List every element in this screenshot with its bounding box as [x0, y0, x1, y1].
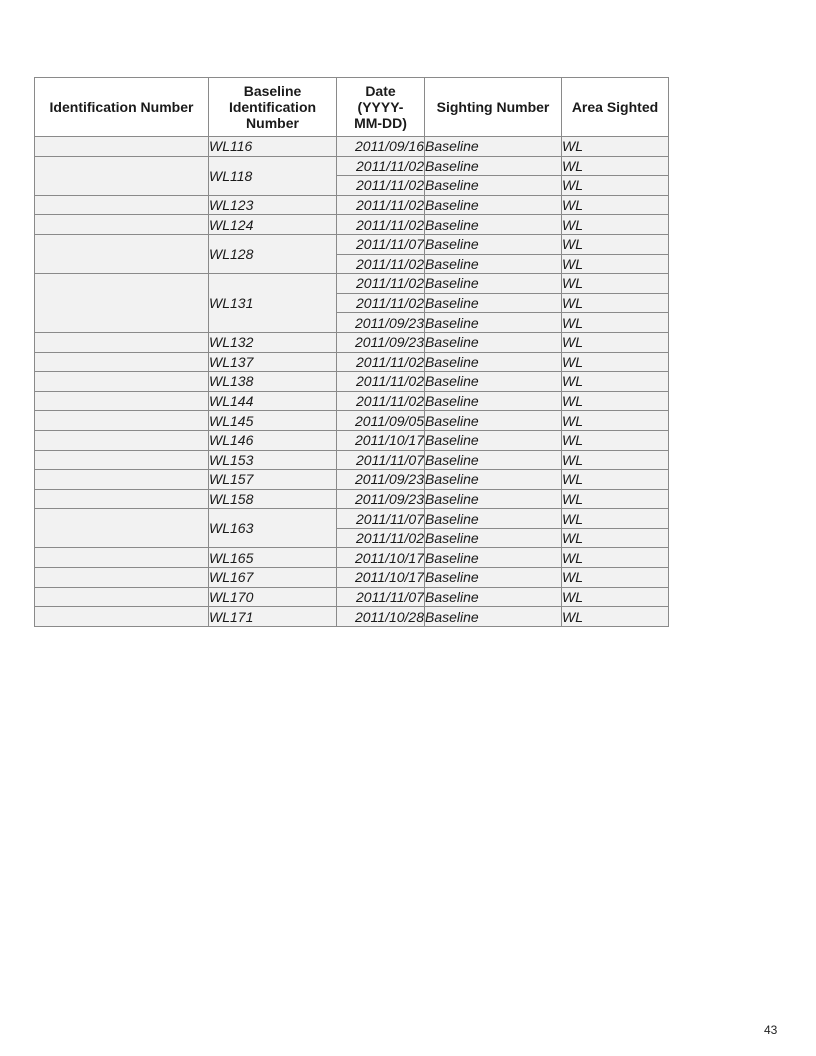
identification-number-cell	[35, 568, 209, 588]
table-row	[35, 470, 669, 490]
date-cell: 2011/11/07	[337, 450, 425, 470]
date-cell: 2011/10/28	[337, 607, 425, 627]
baseline-id-cell: WL123	[209, 195, 337, 215]
baseline-id-cell: WL158	[209, 489, 337, 509]
identification-number-cell	[35, 274, 209, 333]
sighting-number-cell: Baseline	[425, 372, 562, 392]
baseline-id-cell: WL144	[209, 391, 337, 411]
table-row	[35, 137, 669, 157]
sighting-number-cell: Baseline	[425, 137, 562, 157]
table-row	[35, 587, 669, 607]
date-cell: 2011/11/07	[337, 509, 425, 529]
sighting-number-cell: Baseline	[425, 528, 562, 548]
date-cell: 2011/11/02	[337, 254, 425, 274]
sighting-number-cell: Baseline	[425, 215, 562, 235]
identification-number-cell	[35, 391, 209, 411]
area-sighted-cell: WL	[562, 215, 669, 235]
sighting-number-cell: Baseline	[425, 489, 562, 509]
identification-number-cell	[35, 215, 209, 235]
date-cell: 2011/11/02	[337, 352, 425, 372]
sighting-number-cell: Baseline	[425, 568, 562, 588]
date-cell: 2011/09/23	[337, 489, 425, 509]
identification-number-cell	[35, 548, 209, 568]
sighting-number-cell: Baseline	[425, 509, 562, 529]
identification-number-cell	[35, 430, 209, 450]
baseline-id-cell: WL124	[209, 215, 337, 235]
area-sighted-cell: WL	[562, 156, 669, 176]
baseline-id-cell: WL146	[209, 430, 337, 450]
baseline-id-cell: WL145	[209, 411, 337, 431]
header-baseline-identification-number-label: Baseline Identification Number	[228, 83, 317, 131]
header-date	[337, 78, 425, 137]
baseline-id-cell: WL165	[209, 548, 337, 568]
date-cell: 2011/11/07	[337, 587, 425, 607]
area-sighted-cell: WL	[562, 607, 669, 627]
table-row	[35, 234, 669, 254]
baseline-id-cell: WL171	[209, 607, 337, 627]
identification-number-cell	[35, 450, 209, 470]
sighting-number-cell: Baseline	[425, 450, 562, 470]
area-sighted-cell: WL	[562, 254, 669, 274]
baseline-id-cell: WL128	[209, 234, 337, 273]
sighting-number-cell: Baseline	[425, 411, 562, 431]
identification-number-cell	[35, 195, 209, 215]
date-cell: 2011/09/23	[337, 332, 425, 352]
baseline-id-cell: WL153	[209, 450, 337, 470]
sighting-number-cell: Baseline	[425, 391, 562, 411]
table-row	[35, 430, 669, 450]
area-sighted-cell: WL	[562, 528, 669, 548]
table-body	[35, 137, 669, 627]
table-row	[35, 509, 669, 529]
area-sighted-cell: WL	[562, 332, 669, 352]
area-sighted-cell: WL	[562, 352, 669, 372]
date-cell: 2011/10/17	[337, 548, 425, 568]
header-baseline-identification-number	[209, 78, 337, 137]
table-row	[35, 332, 669, 352]
header-row	[35, 78, 669, 137]
table-row	[35, 607, 669, 627]
baseline-id-cell: WL163	[209, 509, 337, 548]
table-row	[35, 215, 669, 235]
area-sighted-cell: WL	[562, 411, 669, 431]
area-sighted-cell: WL	[562, 509, 669, 529]
sighting-number-cell: Baseline	[425, 195, 562, 215]
baseline-id-cell: WL138	[209, 372, 337, 392]
sighting-number-cell: Baseline	[425, 176, 562, 196]
baseline-id-cell: WL170	[209, 587, 337, 607]
identification-number-cell	[35, 470, 209, 490]
date-cell: 2011/10/17	[337, 568, 425, 588]
header-date-label: Date (YYYY-MM-DD)	[354, 83, 407, 131]
baseline-id-cell: WL157	[209, 470, 337, 490]
table-row	[35, 411, 669, 431]
area-sighted-cell: WL	[562, 274, 669, 294]
date-cell: 2011/11/02	[337, 274, 425, 294]
baseline-id-cell: WL118	[209, 156, 337, 195]
date-cell: 2011/10/17	[337, 430, 425, 450]
identification-number-cell	[35, 156, 209, 195]
area-sighted-cell: WL	[562, 176, 669, 196]
area-sighted-cell: WL	[562, 313, 669, 333]
area-sighted-cell: WL	[562, 372, 669, 392]
table-row	[35, 489, 669, 509]
area-sighted-cell: WL	[562, 430, 669, 450]
area-sighted-cell: WL	[562, 137, 669, 157]
sighting-number-cell: Baseline	[425, 430, 562, 450]
sighting-number-cell: Baseline	[425, 548, 562, 568]
table-header	[35, 78, 669, 137]
identification-number-cell	[35, 234, 209, 273]
baseline-id-cell: WL137	[209, 352, 337, 372]
header-sighting-number: Sighting Number	[425, 78, 562, 137]
baseline-id-cell: WL116	[209, 137, 337, 157]
date-cell: 2011/11/02	[337, 195, 425, 215]
area-sighted-cell: WL	[562, 195, 669, 215]
date-cell: 2011/09/05	[337, 411, 425, 431]
page-number: 43	[764, 1023, 778, 1037]
date-cell: 2011/11/02	[337, 215, 425, 235]
header-identification-number: Identification Number	[35, 78, 209, 137]
sighting-number-cell: Baseline	[425, 470, 562, 490]
table-row	[35, 156, 669, 176]
area-sighted-cell: WL	[562, 234, 669, 254]
identification-number-cell	[35, 489, 209, 509]
area-sighted-cell: WL	[562, 587, 669, 607]
date-cell: 2011/11/02	[337, 528, 425, 548]
identification-number-cell	[35, 607, 209, 627]
area-sighted-cell: WL	[562, 450, 669, 470]
identification-number-cell	[35, 587, 209, 607]
table-row	[35, 450, 669, 470]
table-row	[35, 568, 669, 588]
date-cell: 2011/11/07	[337, 234, 425, 254]
sighting-number-cell: Baseline	[425, 293, 562, 313]
table-row	[35, 372, 669, 392]
area-sighted-cell: WL	[562, 548, 669, 568]
sighting-number-cell: Baseline	[425, 587, 562, 607]
sighting-number-cell: Baseline	[425, 156, 562, 176]
table-row	[35, 274, 669, 294]
date-cell: 2011/09/16	[337, 137, 425, 157]
identification-number-cell	[35, 352, 209, 372]
date-cell: 2011/09/23	[337, 470, 425, 490]
sighting-number-cell: Baseline	[425, 352, 562, 372]
area-sighted-cell: WL	[562, 470, 669, 490]
area-sighted-cell: WL	[562, 489, 669, 509]
header-area-sighted: Area Sighted	[562, 78, 669, 137]
sighting-number-cell: Baseline	[425, 313, 562, 333]
date-cell: 2011/11/02	[337, 372, 425, 392]
sighting-number-cell: Baseline	[425, 254, 562, 274]
sighting-number-cell: Baseline	[425, 332, 562, 352]
table-row	[35, 391, 669, 411]
identification-number-cell	[35, 332, 209, 352]
date-cell: 2011/11/02	[337, 293, 425, 313]
baseline-id-cell: WL132	[209, 332, 337, 352]
date-cell: 2011/11/02	[337, 391, 425, 411]
table-row	[35, 195, 669, 215]
identification-number-cell	[35, 137, 209, 157]
area-sighted-cell: WL	[562, 293, 669, 313]
area-sighted-cell: WL	[562, 568, 669, 588]
table-row	[35, 548, 669, 568]
table-row	[35, 352, 669, 372]
baseline-id-cell: WL167	[209, 568, 337, 588]
identification-number-cell	[35, 372, 209, 392]
date-cell: 2011/09/23	[337, 313, 425, 333]
sighting-number-cell: Baseline	[425, 274, 562, 294]
identification-number-cell	[35, 509, 209, 548]
sighting-table	[34, 77, 669, 627]
area-sighted-cell: WL	[562, 391, 669, 411]
sighting-number-cell: Baseline	[425, 607, 562, 627]
baseline-id-cell: WL131	[209, 274, 337, 333]
date-cell: 2011/11/02	[337, 156, 425, 176]
identification-number-cell	[35, 411, 209, 431]
date-cell: 2011/11/02	[337, 176, 425, 196]
sighting-number-cell: Baseline	[425, 234, 562, 254]
